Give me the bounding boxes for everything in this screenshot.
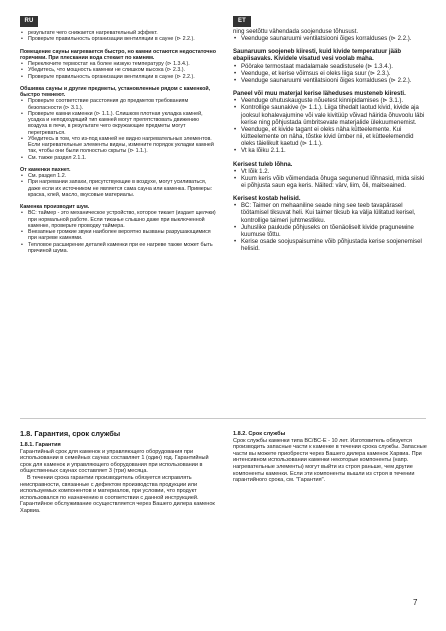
list-item: • Juhuslike paukude põhjuseks on tõenäoliselt kivide praguneмine kuumuse tõttu. <box>233 225 429 239</box>
warranty-text-2: В течении срока гарантии производитель обязуется исправлять неисправности, связанные с дефектом производства продукции или используемых компонентов и материалов, при условии, что продукт использовался по назначению в соответствии с данной инструкцией. Гарантийное обслуживание осуществляется через Вашего дилера каменок Харвиа. <box>20 474 215 514</box>
warranty-title: 1.8. Гарантия, срок службы <box>20 429 121 438</box>
warranty-section <box>20 429 220 515</box>
troubleshooting-heading: Помещение сауны нагревается быстро, но камни остаются недостаточно горячими. При плескании вода стекает по камням. <box>20 48 216 61</box>
list-item: • Vt lõik 1.2. <box>233 169 429 176</box>
bullet-list <box>20 61 218 80</box>
list-item: • См. раздел 1.2. <box>20 173 218 179</box>
bullet-list <box>233 36 429 43</box>
troubleshooting-heading: Paneel või muu materjal kerise läheduses musteneb kiiresti. <box>233 91 406 98</box>
bullet-list <box>20 30 218 43</box>
service-life-subtitle: 1.8.2. Срок службы <box>233 431 286 437</box>
bullet-list <box>233 169 429 190</box>
list-item: • Pöörake termostaat madalamale seadistusele (⊳ 1.3.4.). <box>233 64 429 71</box>
list-item: • Kuum keris võib võimendada õhuga segunenud lõhnasid, mida siiski ei põhjusta saun ega keris. Näited: värv, liim, õli, maitseained. <box>233 176 429 190</box>
list-item: • Veenduge ohutuskauguste nõuetest kinnipidamises (⊳ 3.1.). <box>233 98 429 105</box>
list-item: • результате чего снижается нагревательный эффект. <box>20 30 218 36</box>
list-item: • Переключите термостат на более низкую температуру (⊳ 1.3.4.). <box>20 61 218 67</box>
russian-column <box>20 30 218 254</box>
page-number: 7 <box>413 598 418 607</box>
troubleshooting-heading: Обшивка сауны и другие предметы, установленные рядом с каменкой, быстро темнеют. <box>20 85 211 98</box>
bullet-list <box>233 64 429 85</box>
list-item: • Тепловое расширение деталей каменки при ее нагреве также может быть причиной шума. <box>20 242 218 255</box>
list-item: • ВС: таймер - это механическое устройство, которое тикает (издает щелчки) при нормальной работе. Если тиканье слышно даже при выключенной каменке, проверьте проводку таймера. <box>20 210 218 229</box>
troubleshooting-heading: Saunaruum soojeneb kiiresti, kuid kivide temperatuur jääb ebapiisavaks. Kividele visatud vesi voolab maha. <box>233 49 402 63</box>
list-item: • Veenduge saunaruumi ventilatsiooni õiges korralduses (⊳ 2.2.). <box>233 36 429 43</box>
service-life-text: Срок службы каменки типа ВС/ВС-Е - 10 лет. Изготовитель обязуется производить запасные части к каменке в течении срока службы. Запасные части вы можете приобрести через Вашего дилера каменок Харвиа. При интенсивном использовании каменки некоторые компоненты (напр. нагревательные элементы) могут выйти из строя раньше, чем другие компоненты каменки. Если эти компоненты вышли из строя в течении гарантийного срока, см. "Гарантия". <box>233 437 427 484</box>
paragraph: ning seetõttu vähendada soojenduse tõhusust. <box>233 29 359 35</box>
troubleshooting-heading: Kerisest kostab helisid. <box>233 196 301 203</box>
list-item: • Внезапные громкие звуки наиболее вероятно вызваны разрушающимися при нагреве камнями. <box>20 229 218 242</box>
list-item: • Vt ka lõiku 2.1.1. <box>233 148 429 155</box>
warranty-text: Гарантийный срок для каменок и управляющего оборудования при использовании в семейных саунах составляет 1 (один) год. Гарантийный срок для каменок и управляющего оборудования при использовании в общественных саунах составляет 3 (три) месяца. <box>20 448 209 475</box>
section-divider <box>20 418 426 419</box>
bullet-list <box>233 203 429 253</box>
list-item: • Veenduge, et kerise võimsus ei oleks liiga suur (⊳ 2.3.). <box>233 71 429 78</box>
bullet-list <box>233 98 429 155</box>
bullet-list <box>20 98 218 161</box>
list-item: • Kerise osade soojuspaisumine võib põhjustada kerise soojenemisel helisid. <box>233 239 429 253</box>
list-item: • При нагревании запахи, присутствующие в воздухе, могут усиливаться, даже если их источником не является сама сауна или каменка. Примеры: краска, клей, масло, вкусовые материалы. <box>20 179 218 198</box>
list-item: • См. также раздел 2.1.1. <box>20 155 218 161</box>
service-life-section <box>233 431 429 484</box>
troubleshooting-heading: Каменка производит шум. <box>20 204 90 210</box>
estonian-column <box>233 29 429 253</box>
bullet-list <box>20 173 218 198</box>
list-item: • Проверьте правильность организации вентиляции в сауне (⊳ 2.2.). <box>20 74 218 80</box>
language-tag-ru: RU <box>20 16 38 27</box>
list-item: • Veenduge saunaruumi ventilatsiooni õiges korralduses (⊳ 2.2.). <box>233 78 429 85</box>
troubleshooting-heading: Kerisest tuleb lõhna. <box>233 161 293 168</box>
list-item: • Veenduge, et kivide tagant ei oleks näha kütteelemente. Kui kütteelemente on näha, tõstke kivid ümber nii, et kütteelemendid oleks täielikult kaetud (⊳ 1.1.). <box>233 127 429 148</box>
list-item: • Проверьте камни каменки (⊳ 1.1.). Слишком плотная укладка камней, усадка и неподходящий тип камней могут препятствовать движению воздуха в печи, в результате чего окружающие предметы могут перегреваться. <box>20 111 218 136</box>
list-item: • BC: Taimer on mehaaniline seade ning see teeb tavapärasel töötamisel tiksuvat heli. Kui taimer tiksub ka välja lülitatud kerisel, kontrollige taimeri juhtmestikku. <box>233 203 429 224</box>
list-item: • Убедитесь, что мощность каменки не слишком высока (⊳ 2.3.). <box>20 67 218 73</box>
list-item: • Убедитесь в том, что из-под камней не видно нагревательных элементов. Если нагревательные элементы видны, измените порядок укладки камней так, чтобы они были полностью скрыты (⊳ 1.1.). <box>20 136 218 155</box>
list-item: • Kontrollige saunakive (⊳ 1.1.). Liiga tihedalt laotud kivid, kivide aja jooksul kohalevajumine või vale kivitüüp võivad häirida õhuvoolu läbi kerise ning põhjustada ümbritsevate materjalide ülekuumenemist. <box>233 105 429 126</box>
list-item: • Проверьте правильность организации вентиляции в сауне (⊳ 2.2.). <box>20 36 218 42</box>
bullet-list <box>20 210 218 254</box>
language-tag-et: ET <box>233 16 251 27</box>
list-item: • Проверьте соответствие расстояния до предметов требованиям безопасности (⊳ 3.1.). <box>20 98 218 111</box>
troubleshooting-heading: От каменки пахнет. <box>20 166 71 173</box>
warranty-subtitle: 1.8.1. Гарантия <box>20 442 61 448</box>
